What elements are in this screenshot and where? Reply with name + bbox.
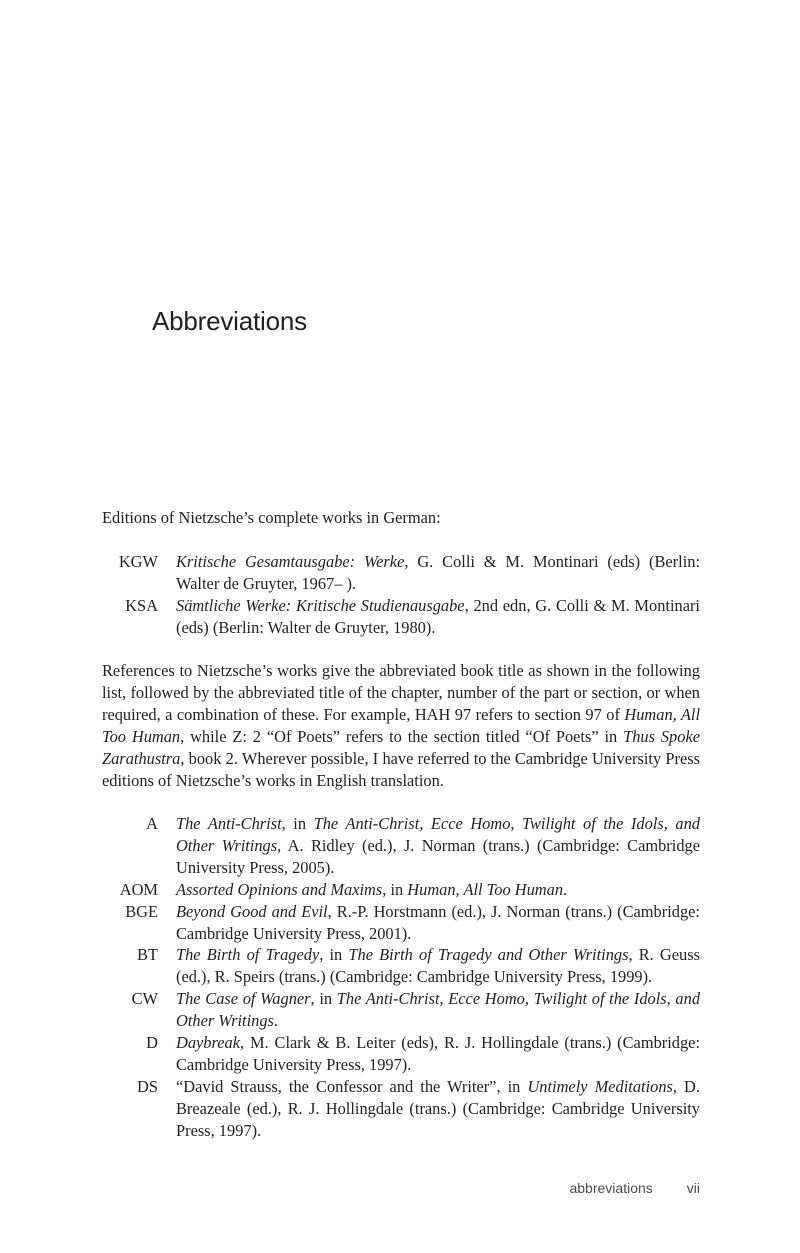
citation-text: , G. Colli & M. Montinari (eds) (Berlin: Walter de Gruyter, 1967– ). (176, 552, 700, 593)
abbreviation-entry (102, 813, 700, 879)
abbreviation-citation (176, 1032, 700, 1076)
italic-title-text: Assorted Opinions and Maxims (176, 879, 383, 899)
citation-text: “David Strauss, the Confessor and the Writer”, in (176, 1076, 528, 1096)
italic-title-text: The Anti-Christ (176, 814, 282, 833)
citation-text: , in (319, 945, 349, 965)
citation-text: , A. Ridley (ed.), J. Norman (trans.) (Cambridge: Cambridge University Press, 2005). (176, 835, 700, 877)
italic-title-text: The Anti-Christ, Ecce Homo, Twilight of the Idols, and Other Writings (176, 989, 701, 1031)
citation-text: . (273, 1011, 279, 1031)
editions-intro: Editions of Nietzsche’s complete works in German: (102, 508, 441, 527)
italic-title-text: The Anti-Christ, Ecce Homo, Twilight of the Idols, and Other Writings (176, 814, 701, 855)
abbreviation-key: A (146, 814, 158, 833)
abbreviation-citation (176, 551, 700, 595)
italic-title-text: Untimely Meditations (527, 1076, 673, 1096)
references-paragraph (102, 660, 700, 791)
page-number: vii (686, 1180, 700, 1196)
abbreviation-entry (102, 1076, 700, 1142)
abbreviation-citation (176, 813, 700, 879)
italic-title-text: Human, All Too Human (102, 704, 700, 746)
abbreviation-entry (102, 595, 700, 639)
abbreviation-key: KSA (125, 595, 158, 615)
abbreviation-key: CW (131, 989, 158, 1009)
abbreviation-entry (102, 988, 700, 1032)
italic-title-text: Thus Spoke Zarathustra (102, 726, 700, 768)
citation-text: , book 2. Wherever possible, I have referred to the Cambridge University Press editions of Nietzsche’s works in English translation. (102, 748, 700, 790)
italic-title-text: The Birth of Tragedy (176, 945, 320, 965)
citation-text: , R. Geuss (ed.), R. Speirs (trans.) (Cambridge: Cambridge University Press, 1999). (176, 945, 700, 987)
abbreviation-entry (102, 901, 700, 945)
citation-text: References to Nietzsche’s works give the abbreviated book title as shown in the following list, followed by the abbreviated title of the chapter, number of the part or section, or when required, a combination of these. For example, HAH 97 refers to section 97 of (102, 661, 700, 724)
abbreviation-citation (176, 1076, 700, 1142)
citation-text: , in (310, 989, 337, 1009)
abbreviation-key: DS (137, 1076, 158, 1096)
abbreviation-citation (176, 988, 700, 1032)
italic-title-text: Beyond Good and Evil (176, 901, 328, 921)
citation-text: , 2nd edn, G. Colli & M. Montinari (eds) (Berlin: Walter de Gruyter, 1980). (176, 595, 700, 637)
italic-title-text: Human, All Too Human (407, 879, 564, 899)
citation-text: , in (382, 879, 408, 899)
abbreviation-key: BT (137, 945, 158, 965)
abbreviation-citation (176, 944, 700, 988)
page-footer (569, 1180, 700, 1196)
works-list (102, 813, 700, 1142)
italic-title-text: Daybreak (176, 1033, 241, 1053)
abbreviation-entry (102, 551, 700, 595)
abbreviation-key: D (146, 1033, 158, 1053)
abbreviation-citation (176, 901, 700, 945)
abbreviation-entry (102, 944, 700, 988)
abbreviation-citation (176, 595, 700, 639)
abbreviation-entry (102, 879, 700, 901)
italic-title-text: The Birth of Tragedy and Other Writings (348, 945, 629, 965)
citation-text: , while Z: 2 “Of Poets” refers to the section titled “Of Poets” in (180, 726, 624, 746)
running-head: abbreviations (569, 1180, 653, 1196)
abbreviation-key: KGW (118, 552, 158, 571)
abbreviation-key: AOM (119, 879, 158, 899)
italic-title-text: The Case of Wagner (176, 989, 311, 1009)
abbreviation-key: BGE (125, 901, 158, 921)
citation-text: , R.-P. Horstmann (ed.), J. Norman (trans.) (Cambridge: Cambridge University Press, 2001). (176, 901, 700, 943)
citation-text: . (563, 879, 568, 899)
italic-title-text: Kritische Gesamtausgabe: Werke (176, 552, 405, 571)
citation-text: , M. Clark & B. Leiter (eds), R. J. Hollingdale (trans.) (Cambridge: Cambridge University Press, 1997). (176, 1033, 700, 1074)
italic-title-text: Sämtliche Werke: Kritische Studienausgabe (176, 595, 465, 615)
abbreviation-entry (102, 1032, 700, 1076)
abbreviation-citation (176, 879, 700, 901)
citation-text: , D. Breazeale (ed.), R. J. Hollingdale (trans.) (Cambridge: Cambridge University Press, 1997). (176, 1076, 700, 1140)
citation-text: , in (281, 814, 314, 833)
page-title: Abbreviations (152, 306, 307, 336)
editions-list (102, 551, 700, 639)
